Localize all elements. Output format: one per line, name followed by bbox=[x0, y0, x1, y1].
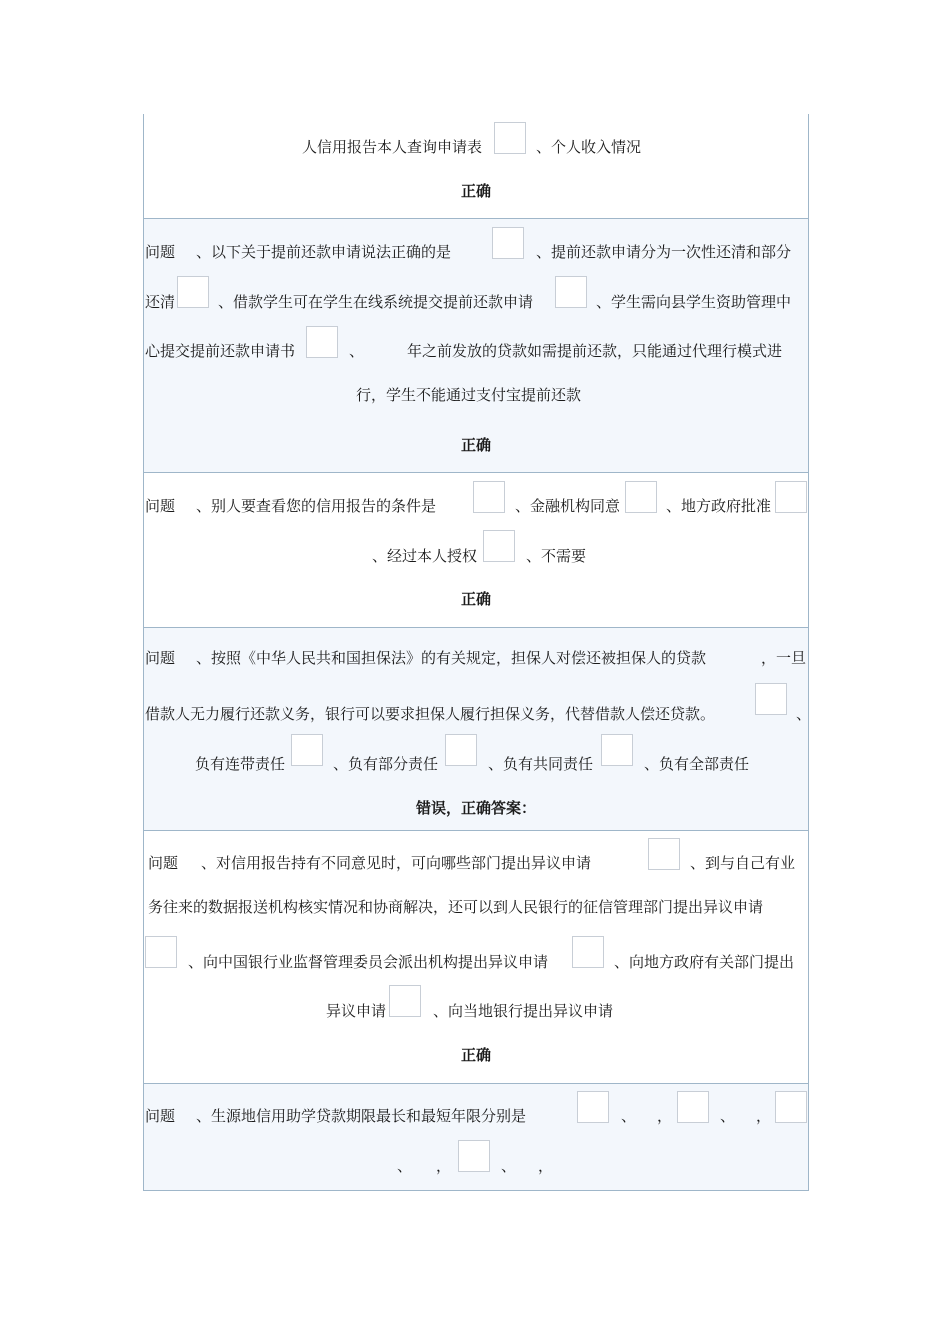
q1-option-d: 年之前发放的贷款如需提前还款，只能通过代理行模式进 bbox=[407, 342, 783, 360]
result-label: 正确 bbox=[460, 590, 491, 608]
answer-checkbox[interactable] bbox=[775, 481, 807, 513]
answer-checkbox[interactable] bbox=[625, 481, 657, 513]
answer-checkbox[interactable] bbox=[601, 734, 633, 766]
question-block-2 bbox=[144, 473, 808, 627]
q3-option-sep: 、 bbox=[796, 705, 812, 723]
q5-option-d-sep: 、 bbox=[501, 1157, 517, 1175]
q5-option-a-comma: ， bbox=[657, 1107, 673, 1125]
answer-checkbox[interactable] bbox=[775, 1091, 807, 1123]
q4-option-c-cont: 异议申请 bbox=[326, 1002, 387, 1020]
answer-checkbox[interactable] bbox=[492, 227, 524, 259]
q1-option-a-cont: 还清 bbox=[145, 293, 176, 311]
q4-stem: 、对信用报告持有不同意见时，可向哪些部门提出异议申请 bbox=[201, 854, 592, 872]
q2-option-c: 、经过本人授权 bbox=[372, 547, 478, 565]
q5-option-c-sep: 、 bbox=[397, 1157, 413, 1175]
question-number-label: 问题 bbox=[145, 1107, 176, 1125]
result-label: 错误，正确答案： bbox=[415, 799, 536, 817]
result-label: 正确 bbox=[460, 182, 491, 200]
q3-stem: 、按照《中华人民共和国担保法》的有关规定，担保人对偿还被担保人的贷款 bbox=[196, 649, 707, 667]
q5-option-d-comma: ， bbox=[538, 1157, 554, 1175]
q1-stem: 、以下关于提前还款申请说法正确的是 bbox=[196, 243, 452, 261]
answer-checkbox[interactable] bbox=[145, 936, 177, 968]
q4-option-c: 、向地方政府有关部门提出 bbox=[614, 953, 795, 971]
q3-option-a: 负有连带责任 bbox=[195, 755, 286, 773]
q0-text-a: 人信用报告本人查询申请表 bbox=[302, 138, 483, 156]
answer-checkbox[interactable] bbox=[494, 122, 526, 154]
answer-checkbox[interactable] bbox=[755, 683, 787, 715]
answer-checkbox[interactable] bbox=[677, 1091, 709, 1123]
answer-checkbox[interactable] bbox=[483, 530, 515, 562]
q5-stem: 、生源地信用助学贷款期限最长和最短年限分别是 bbox=[196, 1107, 527, 1125]
q5-option-b-comma: ， bbox=[756, 1107, 772, 1125]
q2-option-a: 、金融机构同意 bbox=[515, 497, 621, 515]
answer-checkbox[interactable] bbox=[389, 985, 421, 1017]
answer-checkbox[interactable] bbox=[555, 276, 587, 308]
quiz-results-table bbox=[143, 114, 812, 1191]
q3-option-d: 、负有全部责任 bbox=[644, 755, 750, 773]
q2-option-d: 、不需要 bbox=[526, 547, 587, 565]
q4-option-a: 、到与自己有业 bbox=[690, 854, 796, 872]
q3-stem-cont: ，一旦 bbox=[761, 649, 807, 667]
answer-checkbox[interactable] bbox=[572, 936, 604, 968]
q1-option-d-cont: 行，学生不能通过支付宝提前还款 bbox=[356, 386, 582, 404]
q5-option-a-sep: 、 bbox=[621, 1107, 637, 1125]
answer-checkbox[interactable] bbox=[458, 1140, 490, 1172]
q1-option-c-cont: 心提交提前还款申请书 bbox=[145, 342, 296, 360]
answer-checkbox[interactable] bbox=[648, 838, 680, 870]
q4-option-b: 、向中国银行业监督管理委员会派出机构提出异议申请 bbox=[188, 953, 549, 971]
q1-option-d-sep: 、 bbox=[349, 342, 365, 360]
question-number-label: 问题 bbox=[145, 243, 176, 261]
q5-option-c-comma: ， bbox=[436, 1157, 452, 1175]
q4-option-d: 、向当地银行提出异议申请 bbox=[433, 1002, 614, 1020]
answer-checkbox[interactable] bbox=[177, 276, 209, 308]
q1-option-a: 、提前还款申请分为一次性还清和部分 bbox=[536, 243, 792, 261]
answer-checkbox[interactable] bbox=[291, 734, 323, 766]
answer-checkbox[interactable] bbox=[473, 481, 505, 513]
answer-checkbox[interactable] bbox=[306, 326, 338, 358]
question-block-3 bbox=[144, 628, 812, 830]
result-label: 正确 bbox=[460, 436, 491, 454]
question-block-4 bbox=[144, 831, 808, 1083]
q3-option-c: 、负有共同责任 bbox=[488, 755, 594, 773]
question-block-5 bbox=[144, 1084, 808, 1190]
result-label: 正确 bbox=[460, 1046, 491, 1064]
q1-option-b: 、借款学生可在学生在线系统提交提前还款申请 bbox=[218, 293, 534, 311]
question-block-0 bbox=[144, 114, 808, 218]
question-number-label: 问题 bbox=[145, 497, 176, 515]
q3-option-b: 、负有部分责任 bbox=[333, 755, 439, 773]
question-block-1 bbox=[144, 219, 808, 472]
q5-option-b-sep: 、 bbox=[720, 1107, 736, 1125]
q4-option-a-cont: 务往来的数据报送机构核实情况和协商解决，还可以到人民银行的征信管理部门提出异议申请 bbox=[148, 898, 764, 916]
q2-stem: 、别人要查看您的信用报告的条件是 bbox=[196, 497, 437, 515]
q1-option-c: 、学生需向县学生资助管理中 bbox=[596, 293, 792, 311]
question-number-label: 问题 bbox=[145, 649, 176, 667]
q2-option-b: 、地方政府批准 bbox=[666, 497, 772, 515]
question-number-label: 问题 bbox=[148, 854, 179, 872]
q3-stem-line2: 借款人无力履行还款义务，银行可以要求担保人履行担保义务，代替借款人偿还贷款。 bbox=[145, 705, 716, 723]
q0-text-b: 、个人收入情况 bbox=[536, 138, 642, 156]
answer-checkbox[interactable] bbox=[577, 1091, 609, 1123]
answer-checkbox[interactable] bbox=[445, 734, 477, 766]
